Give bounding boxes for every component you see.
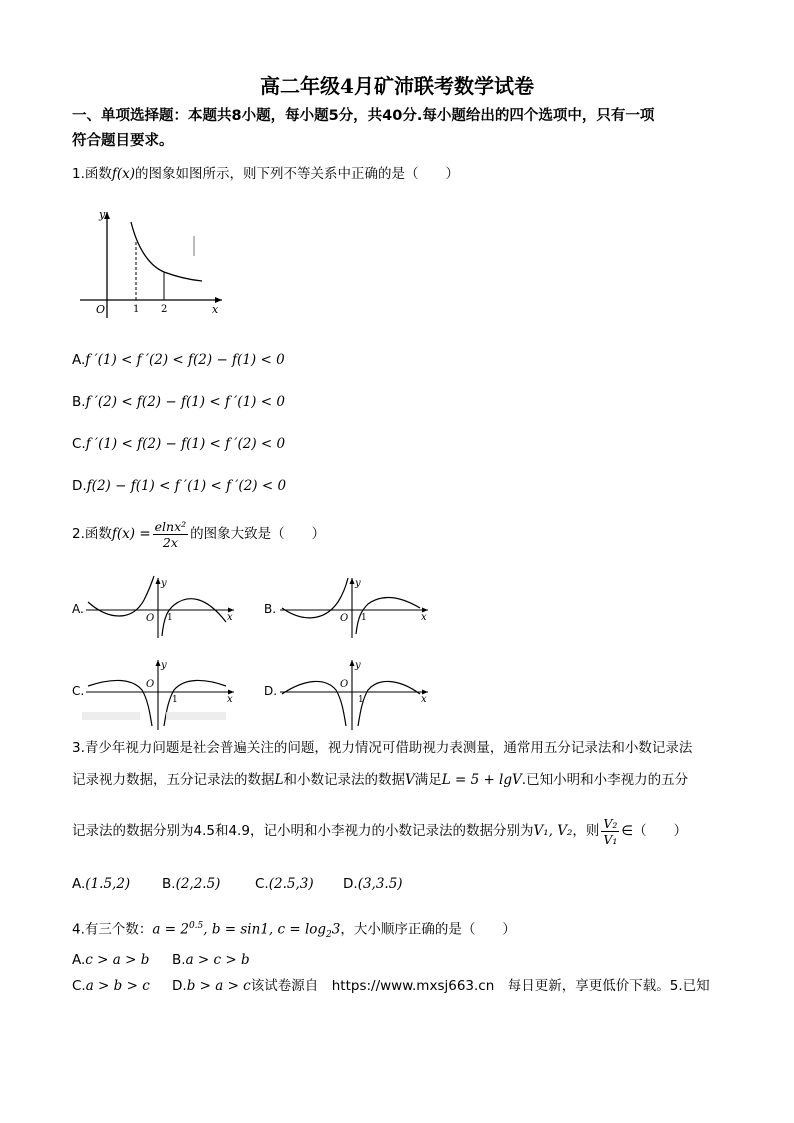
section-heading — [72, 104, 732, 154]
svg-text:y: y — [355, 578, 361, 589]
svg-text:O: O — [340, 679, 349, 690]
q1-option-c[interactable]: C.f ′(1) < f(2) − f(1) < f ′(2) < 0 — [72, 436, 286, 452]
q1-option-a[interactable]: A.f ′(1) < f ′(2) < f(2) − f(1) < 0 — [72, 352, 285, 368]
section-heading-line1: 一、单项选择题：本题共8小题，每小题5分，共40分.每小题给出的四个选项中，只有一项 — [72, 108, 655, 124]
svg-text:O: O — [146, 679, 155, 690]
q2-option-c-letter: C. — [72, 684, 85, 698]
section-heading-line2: 符合题目要求。 — [72, 133, 174, 149]
q4-option-c[interactable]: C.a > b > c — [72, 978, 150, 994]
q4-stem: 4.有三个数：$a = 2^{0.5}$, b = sin1, $c = \log_23$，大小顺序正确的是（ ） — [72, 921, 516, 941]
svg-text:1: 1 — [358, 695, 364, 705]
source-notice: 该试卷源自 https://www.mxsj663.cn 每日更新，享更低价下载。5.已知 — [250, 978, 710, 994]
q2-lhs: f(x) = — [111, 526, 151, 542]
q4-option-b[interactable]: B.a > c > b — [172, 952, 250, 968]
q2-option-a-letter: A. — [72, 602, 84, 616]
q3-fraction: $\frac{\text{V₂}}{\text{V₁}}$ — [603, 815, 618, 847]
q2-c-watermark-smudge — [82, 712, 140, 720]
question-1-stem — [72, 164, 459, 184]
q1-option-b[interactable]: B.f ′(2) < f(2) − f(1) < f ′(1) < 0 — [72, 394, 285, 410]
q1-curve — [131, 222, 202, 281]
svg-text:y: y — [161, 660, 167, 671]
q2-suffix: 的图象大致是（ ） — [190, 526, 326, 542]
q3-option-d[interactable]: D.(3,3.5) — [343, 876, 403, 892]
q2-graph-b[interactable] — [276, 572, 436, 640]
page-title: 高二年级4月矿沛联考数学试卷 — [260, 74, 534, 98]
q3-line1: 3.青少年视力问题是社会普遍关注的问题，视力情况可借助视力表测量，通常用五分记录法和小数记录法 — [72, 740, 693, 756]
q1-option-d[interactable]: D.f(2) − f(1) < f ′(1) < f ′(2) < 0 — [72, 478, 287, 494]
svg-text:x: x — [421, 694, 427, 705]
q3-line2: 记录视力数据，五分记录法的数据L和小数记录法的数据V满足L = 5 + lgV.已知小明和小李视力的五分 — [72, 772, 689, 788]
q1-origin: O — [96, 303, 106, 316]
q2-graph-c[interactable] — [82, 654, 242, 734]
svg-text:x: x — [227, 612, 233, 623]
svg-text:O: O — [340, 613, 349, 624]
q1-func: f(x) — [111, 166, 136, 182]
svg-text:1: 1 — [172, 695, 178, 705]
q4-option-a[interactable]: A.c > a > b — [72, 952, 150, 968]
q4-option-d[interactable]: b > a > c — [186, 978, 251, 994]
q1-tick-1: 1 — [133, 304, 140, 315]
q1-x-label: x — [212, 303, 219, 316]
q3-option-c[interactable]: C.(2.5,3) — [255, 876, 314, 892]
svg-text:y: y — [355, 660, 361, 671]
q2-option-d-letter: D. — [264, 684, 278, 698]
q2-option-b-letter: B. — [264, 602, 277, 616]
q3-option-b[interactable]: B.(2,2.5) — [162, 876, 221, 892]
q2-prefix: 2.函数 — [72, 526, 112, 542]
svg-text:x: x — [227, 694, 233, 705]
q1-graph — [72, 200, 232, 325]
q2-fraction: $\frac{\text{elnx²}}{2x}$ — [154, 518, 187, 550]
svg-text:1: 1 — [361, 613, 367, 623]
svg-text:y: y — [161, 578, 167, 589]
q3-line3: 记录法的数据分别为4.5和4.9，记小明和小李视力的小数记录法的数据分别为V₁, V₂，则 $\frac{\text{V₂}}{\text{V₁}}$ ∈（ ） — [72, 815, 688, 847]
svg-text:O: O — [146, 613, 155, 624]
q2-graph-a[interactable] — [82, 572, 242, 640]
q1-suffix: 的图象如图所示，则下列不等关系中正确的是（ ） — [135, 166, 460, 182]
q1-prefix: 1.函数 — [72, 166, 112, 182]
question-2-stem — [72, 516, 325, 552]
svg-text:1: 1 — [167, 613, 173, 623]
q2-graph-d[interactable] — [276, 654, 436, 734]
q1-tick-2: 2 — [161, 304, 168, 315]
q4-option-d-and-source: D.b > a > c该试卷源自 https://www.mxsj663.cn 每日更新，享更低价下载。5.已知 — [172, 978, 710, 994]
q1-y-label: y — [99, 208, 106, 221]
q2-c-watermark-smudge-2 — [166, 712, 226, 720]
q3-option-a[interactable]: A.(1.5,2) — [72, 876, 131, 892]
svg-text:x: x — [421, 612, 427, 623]
